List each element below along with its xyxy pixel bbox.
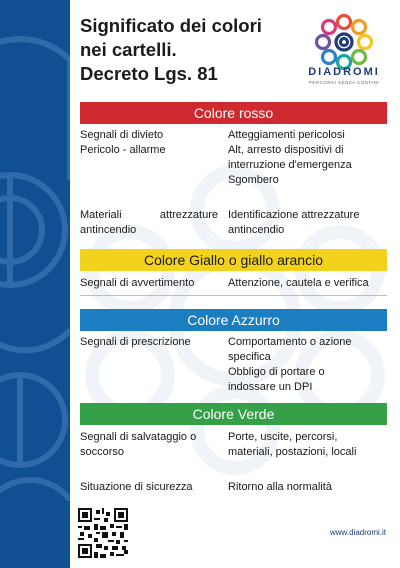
divider (80, 295, 387, 296)
row-right (228, 335, 388, 395)
logo-tagline: PERCORSI SENZA CONFINI (308, 80, 380, 85)
row-text: Pericolo - allarme (80, 144, 166, 156)
row-text: Segnali di divieto (80, 129, 164, 141)
row-left (80, 335, 218, 350)
row-text: Comportamento o azione (228, 336, 352, 348)
row-text: Segnali di prescrizione (80, 336, 191, 348)
row-text: interruzione d'emergenza (228, 159, 352, 171)
row-text: Atteggiamenti pericolosi (228, 129, 345, 141)
row-left (80, 276, 218, 291)
row-text: Segnali di avvertimento (80, 277, 195, 289)
row-text: Attenzione, cautela e verifica (228, 277, 369, 289)
row-text: Identificazione attrezzature (228, 209, 360, 221)
row-right (228, 208, 388, 238)
qr-code-icon[interactable] (78, 508, 128, 558)
row-left (80, 430, 218, 460)
row-text: Situazione di sicurezza (80, 481, 193, 493)
section-header-red: Colore rosso (80, 102, 387, 124)
section-header-yellow: Colore Giallo o giallo arancio (80, 249, 387, 271)
row-text: soccorso (80, 446, 125, 458)
row-left (80, 208, 218, 238)
row-right (228, 480, 388, 495)
row-text: indossare un DPI (228, 381, 313, 393)
row-left (80, 128, 218, 158)
row-text: Porte, uscite, percorsi, (228, 431, 338, 443)
title-line-3: Decreto Lgs. 81 (80, 63, 218, 84)
row-right (228, 276, 388, 291)
row-text: specifica (228, 351, 271, 363)
row-text: Alt, arresto dispositivi di (228, 144, 344, 156)
row-text: materiali, postazioni, locali (228, 446, 357, 458)
row-text: Materiali attrezzature (80, 209, 218, 221)
title-line-2: nei cartelli. (80, 39, 177, 60)
section-header-blue: Colore Azzurro (80, 309, 387, 331)
row-left (80, 480, 218, 495)
stripe-pattern-icon (0, 0, 70, 568)
logo-name: DIADROMI (308, 66, 380, 78)
page-title (80, 14, 280, 86)
row-text: antincendio (80, 224, 137, 236)
row-right (228, 430, 388, 460)
title-line-1: Significato dei colori (80, 15, 262, 36)
row-text: antincendio (228, 224, 285, 236)
flower-logo-icon (296, 12, 392, 98)
website-link[interactable]: www.diadromi.it (329, 528, 386, 537)
row-text: Ritorno alla normalità (228, 481, 332, 493)
section-header-green: Colore Verde (80, 403, 387, 425)
side-stripe (0, 0, 70, 568)
row-text: Segnali di salvataggio o (80, 431, 197, 443)
row-text: Sgombero (228, 174, 279, 186)
row-right (228, 128, 388, 188)
row-text: Obbligo di portare o (228, 366, 325, 378)
